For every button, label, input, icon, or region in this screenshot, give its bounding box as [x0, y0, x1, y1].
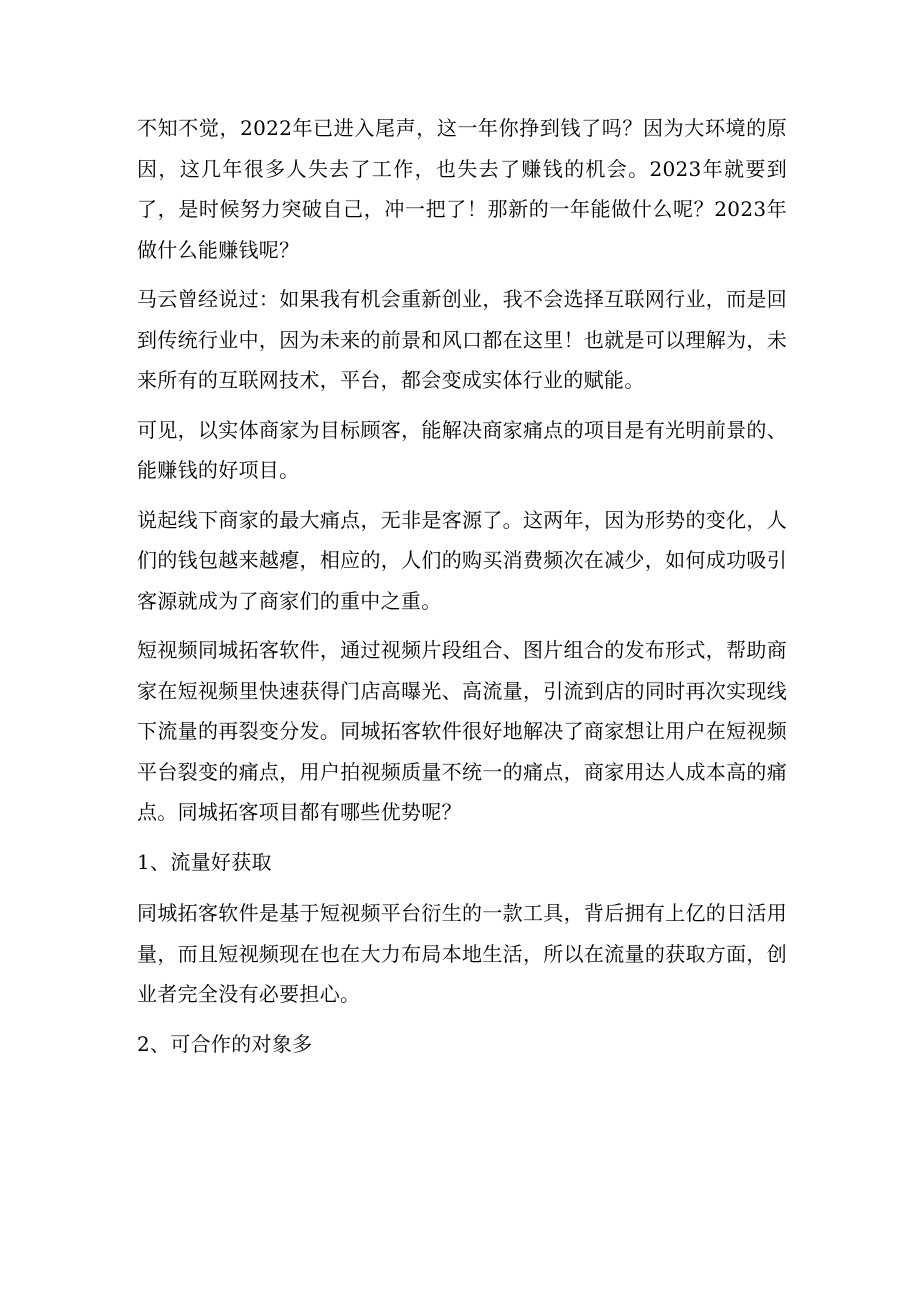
section-heading-1: 1、流量好获取 — [137, 849, 272, 874]
paragraph-intro: 不知不觉，2022年已进入尾声，这一年你挣到钱了吗？因为大环境的原因，这几年很多人失去了工作，也失去了赚钱的机会。2023年就要到了，是时候努力突破自己，冲一把了！那新的一年能做什么呢？2023年做什么能赚钱呢？ — [137, 116, 787, 262]
section-heading-2: 2、可合作的对象多 — [137, 1031, 313, 1056]
paragraph-traffic: 同城拓客软件是基于短视频平台衍生的一款工具，背后拥有上亿的日活用量，而且短视频现在也在大力布局本地生活，所以在流量的获取方面，创业者完全没有必要担心。 — [137, 901, 787, 1006]
paragraph-conclusion: 可见，以实体商家为目标顾客，能解决商家痛点的项目是有光明前景的、能赚钱的好项目。 — [137, 417, 787, 482]
paragraph-software-intro: 短视频同城拓客软件，通过视频片段组合、图片组合的发布形式，帮助商家在短视频里快速获得门店高曝光、高流量，引流到店的同时再次实现线下流量的再裂变分发。同城拓客软件很好地解决了商家想让用户在短视频平台裂变的痛点，用户拍视频质量不统一的痛点，商家用达人成本高的痛点。同城拓客项目都有哪些优势呢？ — [137, 638, 787, 824]
paragraph-pain-point: 说起线下商家的最大痛点，无非是客源了。这两年，因为形势的变化，人们的钱包越来越瘪，相应的，人们的购买消费频次在减少，如何成功吸引客源就成为了商家们的重中之重。 — [137, 507, 787, 613]
document-body — [137, 108, 787, 1075]
paragraph-jack-ma-quote: 马云曾经说过：如果我有机会重新创业，我不会选择互联网行业，而是回到传统行业中，因为未来的前景和风口都在这里！也就是可以理解为，未来所有的互联网技术，平台，都会变成实体行业的赋能。 — [137, 287, 787, 392]
